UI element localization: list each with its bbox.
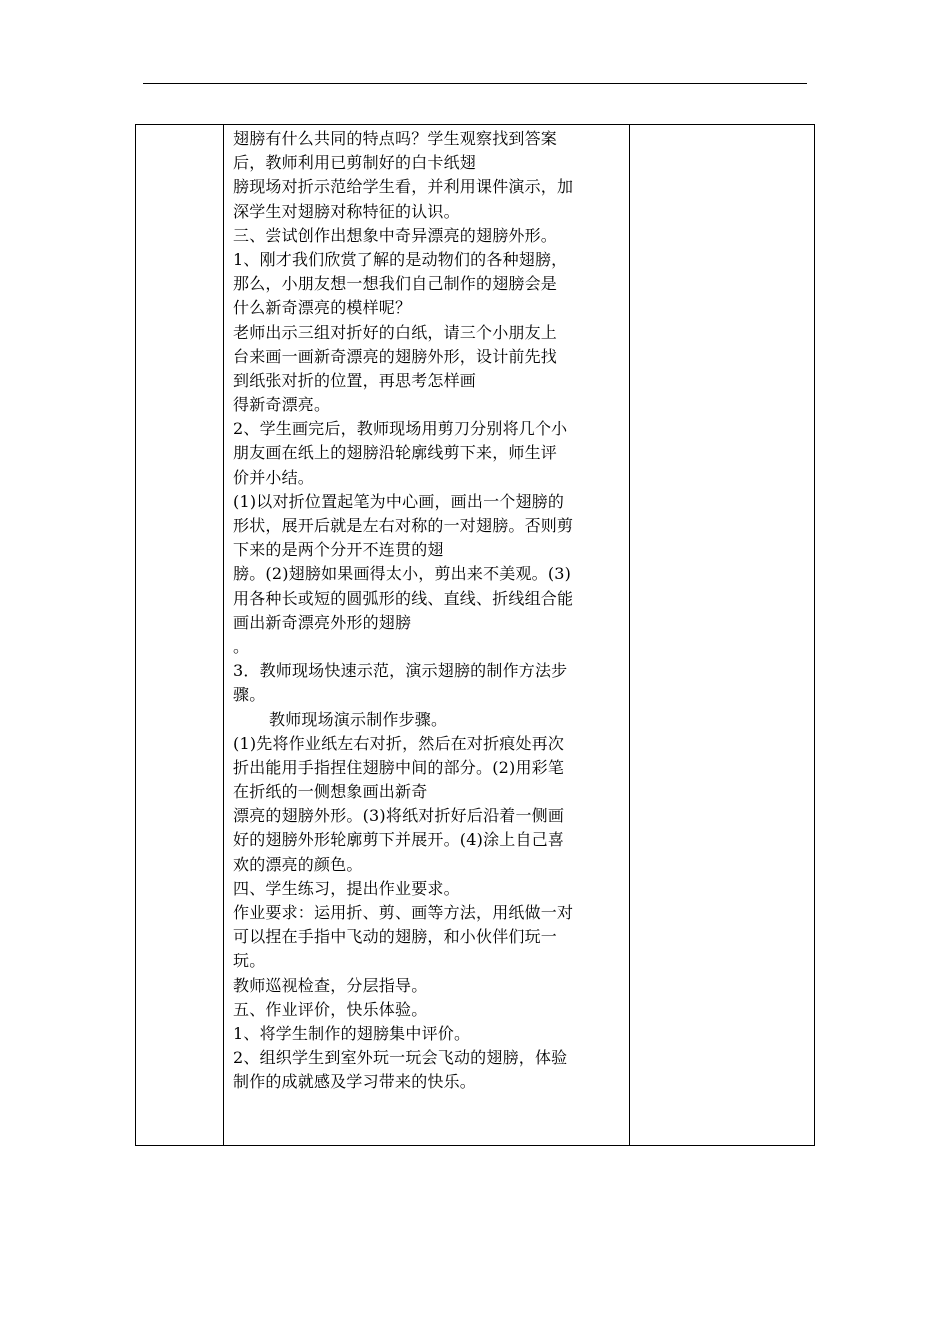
text-line: 深学生对翅膀对称特征的认识。 [233,201,460,221]
text-line: 在折纸的一侧想象画出新奇 [233,782,428,802]
text-line: 老师出示三组对折好的白纸，请三个小朋友上 [233,322,558,342]
text-line: 价并小结。 [233,467,315,487]
text-line: (1)先将作业纸左右对折，然后在对折痕处再次 [233,733,565,753]
header-rule [143,83,807,84]
text-line: 台来画一画新奇漂亮的翅膀外形，设计前先找 [233,346,558,366]
text-line: 折出能用手指捏住翅膀中间的部分。(2)用彩笔 [233,757,565,777]
text-line: 2、学生画完后，教师现场用剪刀分别将几个小 [233,419,568,439]
text-line: 3．教师现场快速示范，演示翅膀的制作方法步 [233,661,568,681]
text-line: 制作的成就感及学习带来的快乐。 [233,1072,477,1092]
text-line: 用各种长或短的圆弧形的线、直线、折线组合能 [233,588,574,608]
text-line: 教师巡视检查，分层指导。 [233,975,428,995]
text-line: 可以捏在手指中飞动的翅膀，和小伙伴们玩一 [233,927,558,947]
column-divider-right [629,125,630,1145]
text-line: 到纸张对折的位置，再思考怎样画 [233,370,477,390]
text-line: 那么，小朋友想一想我们自己制作的翅膀会是 [233,274,558,294]
text-line: 得新奇漂亮。 [233,395,331,415]
lesson-table [135,124,815,1146]
section-heading: 三、尝试创作出想象中奇异漂亮的翅膀外形。 [233,225,558,245]
text-line: 作业要求：运用折、剪、画等方法，用纸做一对 [233,903,574,922]
text-line: 骤。 [233,685,266,705]
text-line: 2、组织学生到室外玩一玩会飞动的翅膀，体验 [233,1048,568,1068]
text-line: 漂亮的翅膀外形。(3)将纸对折好后沿着一侧画 [233,806,565,826]
section-heading: 四、学生练习，提出作业要求。 [233,878,460,898]
text-line: 画出新奇漂亮外形的翅膀 [233,612,412,632]
text-line: 欢的漂亮的颜色。 [233,854,363,874]
text-line: 朋友画在纸上的翅膀沿轮廓线剪下来，师生评 [233,443,558,463]
text-line: 膀。(2)翅膀如果画得太小，剪出来不美观。(3) [233,564,572,584]
text-line: 。 [233,636,250,656]
text-line: 翅膀有什么共同的特点吗？学生观察找到答案 [233,129,558,148]
text-line: 玩。 [233,951,266,971]
text-line: 形状，展开后就是左右对称的一对翅膀。否则剪 [233,516,574,535]
section-heading: 五、作业评价，快乐体验。 [233,999,428,1019]
text-line: 1、刚才我们欣赏了解的是动物们的各种翅膀， [233,249,568,269]
text-line: 什么新奇漂亮的模样呢？ [233,298,412,318]
text-line: 1、将学生制作的翅膀集中评价。 [233,1023,471,1043]
text-line: 下来的是两个分开不连贯的翅 [233,540,444,560]
text-line: 好的翅膀外形轮廓剪下并展开。(4)涂上自己喜 [233,830,565,850]
text-line: (1)以对折位置起笔为中心画，画出一个翅膀的 [233,491,565,511]
text-line: 后，教师利用已剪制好的白卡纸翅 [233,153,477,173]
text-line: 教师现场演示制作步骤。 [269,709,448,729]
column-divider-left [223,125,224,1145]
lesson-content-cell [233,127,627,1095]
text-line: 膀现场对折示范给学生看，并利用课件演示，加 [233,177,574,197]
